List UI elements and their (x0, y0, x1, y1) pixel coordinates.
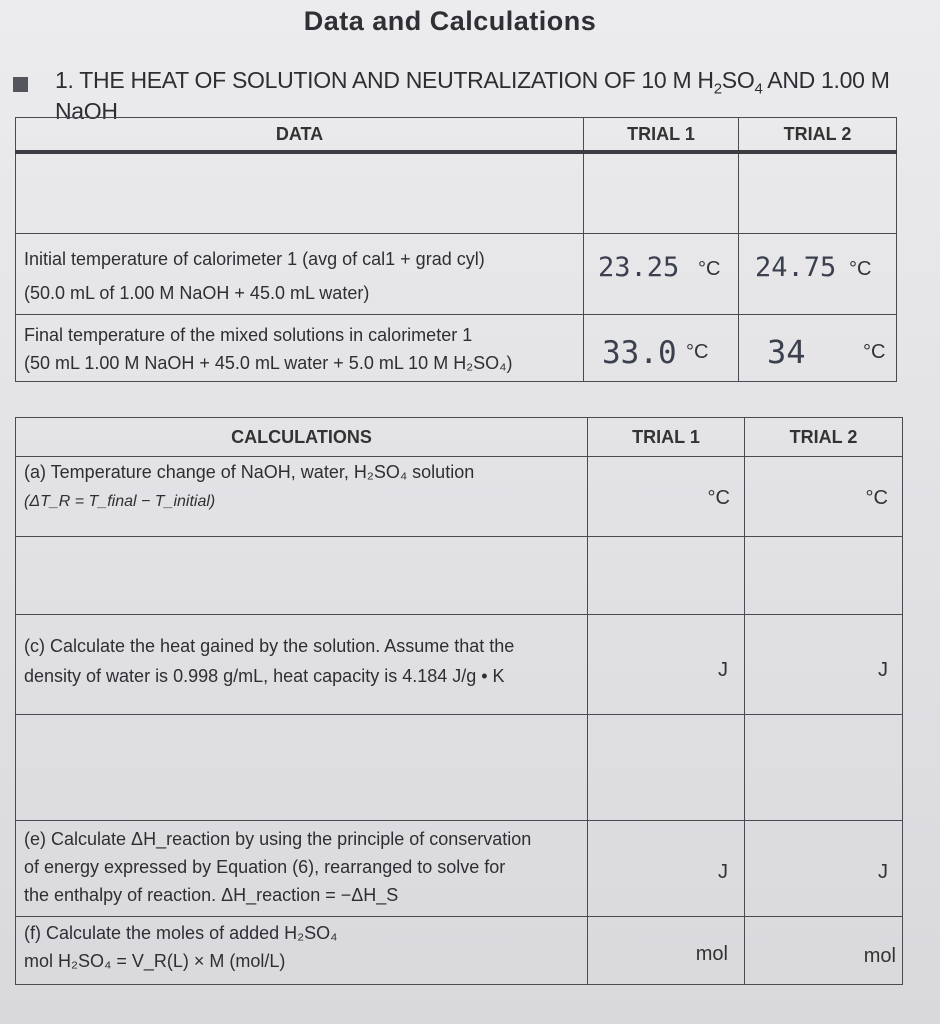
row-label (16, 615, 588, 715)
table-row (16, 821, 903, 917)
row-label (16, 457, 588, 537)
trial1-final-temp (584, 314, 739, 381)
header-trial2: TRIAL 2 (739, 118, 897, 153)
heading-part: 1. THE HEAT OF SOLUTION AND NEUTRALIZATION OF 10 M H (55, 67, 714, 93)
table-row (16, 314, 897, 381)
empty-cell (16, 715, 588, 821)
handwritten-value: 24.75 (755, 251, 837, 283)
page-title: Data and Calculations (303, 6, 597, 36)
calculations-table (15, 417, 903, 985)
unit-label: J (878, 659, 888, 681)
label-line: (a) Temperature change of NaOH, water, H₂SO₄ solution (24, 462, 475, 482)
handwritten-value: 23.25 (598, 251, 680, 283)
label-line: density of water is 0.998 g/mL, heat capacity is 4.184 J/g • K (24, 666, 505, 686)
unit-label: J (718, 861, 728, 883)
trial2-final-temp (739, 314, 897, 381)
heading-part: SO (721, 67, 755, 93)
table-row (16, 152, 897, 233)
unit-label: J (878, 861, 888, 883)
table-row (16, 457, 903, 537)
section-heading (55, 67, 940, 125)
label-line: (e) Calculate ΔH_reaction by using the principle of conservation (24, 829, 532, 849)
heading-sub: 2 (713, 80, 722, 98)
empty-cell (739, 152, 897, 233)
label-line: (50.0 mL of 1.00 M NaOH + 45.0 mL water) (24, 282, 370, 303)
header-trial2: TRIAL 2 (745, 418, 903, 457)
label-line: Initial temperature of calorimeter 1 (avg of cal1 + grad cyl) (24, 248, 485, 269)
label-line: Final temperature of the mixed solutions in calorimeter 1 (24, 324, 473, 345)
header-data: DATA (16, 118, 584, 153)
unit-label: °C (686, 340, 709, 363)
heading-sub: 4 (754, 80, 763, 98)
row-label (16, 314, 584, 381)
label-line: (50 mL 1.00 M NaOH + 45.0 mL water + 5.0 mL 10 M H₂SO₄) (24, 352, 513, 373)
table-row (16, 917, 903, 985)
trial1-moles[interactable] (588, 917, 745, 985)
trial2-moles[interactable] (745, 917, 903, 985)
label-line: mol H₂SO₄ = V_R(L) × M (mol/L) (24, 951, 286, 971)
unit-label: mol (695, 943, 728, 965)
trial1-temp-change[interactable] (588, 457, 745, 537)
unit-label: °C (849, 257, 872, 280)
empty-cell[interactable] (745, 715, 903, 821)
empty-cell (16, 152, 584, 233)
handwritten-value: 33.0 (602, 334, 677, 371)
unit-label: J (718, 659, 728, 681)
trial2-temp-change[interactable] (745, 457, 903, 537)
label-line: (f) Calculate the moles of added H₂SO₄ (24, 923, 338, 943)
trial2-heat-gained[interactable] (745, 615, 903, 715)
header-trial1: TRIAL 1 (584, 118, 739, 153)
row-label (16, 917, 588, 985)
handwritten-value: 34 (767, 332, 806, 371)
unit-label: °C (698, 257, 721, 280)
label-line: (c) Calculate the heat gained by the solution. Assume that the (24, 636, 515, 656)
row-label (16, 233, 584, 314)
table-row (16, 715, 903, 821)
section-bullet (13, 77, 28, 92)
unit-label: °C (863, 340, 886, 363)
trial1-heat-gained[interactable] (588, 615, 745, 715)
label-line: the enthalpy of reaction. ΔH_reaction = −ΔH_S (24, 885, 399, 905)
table-row (16, 615, 903, 715)
table-row (16, 233, 897, 314)
trial1-initial-temp (584, 233, 739, 314)
header-trial1: TRIAL 1 (588, 418, 745, 457)
header-calculations: CALCULATIONS (16, 418, 588, 457)
label-line: of energy expressed by Equation (6), rearranged to solve for (24, 857, 506, 877)
heading-part: AND 1.00 M NaOH (55, 67, 890, 124)
empty-cell (584, 152, 739, 233)
unit-label: °C (865, 487, 888, 509)
empty-cell[interactable] (745, 537, 903, 615)
trial2-initial-temp (739, 233, 897, 314)
trial1-enthalpy[interactable] (588, 821, 745, 917)
empty-cell[interactable] (588, 537, 745, 615)
data-table (15, 117, 897, 382)
row-label (16, 821, 588, 917)
empty-cell (16, 537, 588, 615)
empty-cell[interactable] (588, 715, 745, 821)
trial2-enthalpy[interactable] (745, 821, 903, 917)
unit-label: °C (707, 487, 730, 509)
unit-label: mol (863, 945, 896, 967)
label-line: (ΔT_R = T_final − T_initial) (24, 493, 216, 510)
table-row (16, 537, 903, 615)
